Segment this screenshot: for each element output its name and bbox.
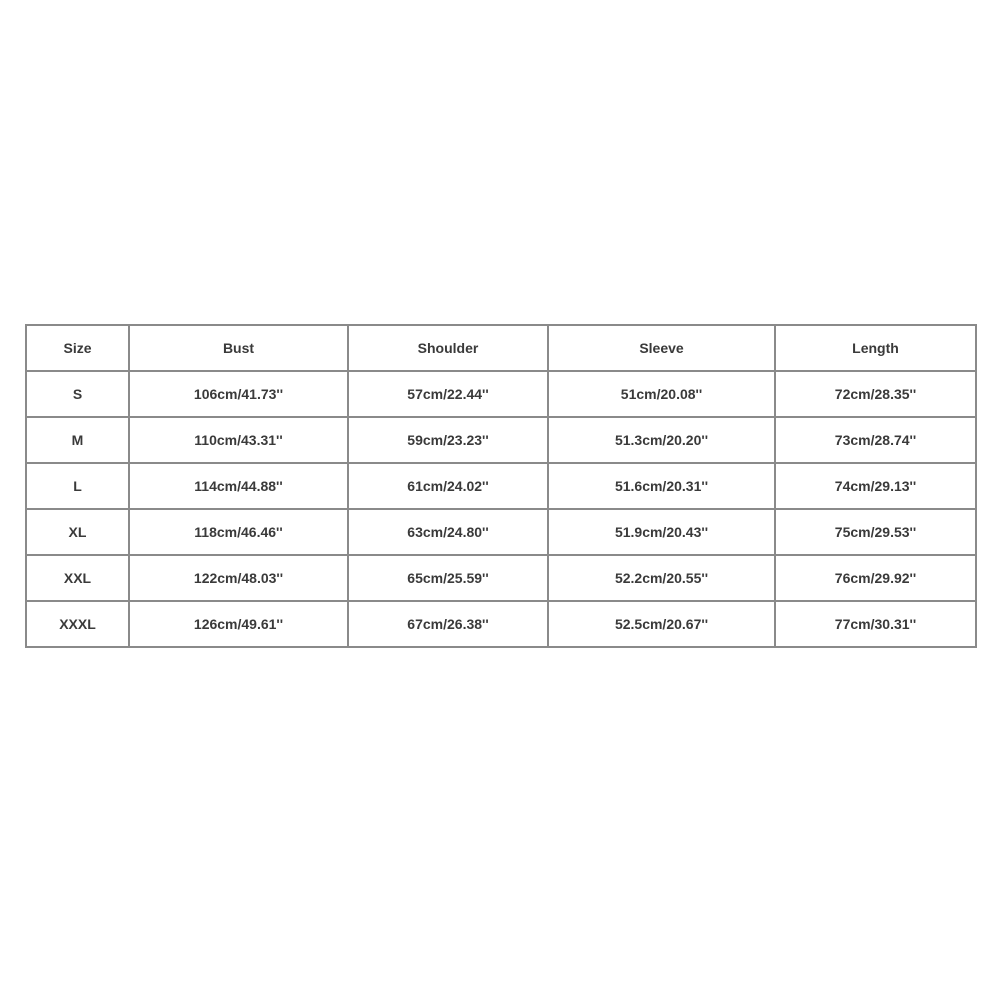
cell-bust: 106cm/41.73'' [129,371,348,417]
table-row [26,555,976,601]
cell-size: XXL [26,555,129,601]
table-row [26,509,976,555]
cell-sleeve: 51cm/20.08'' [548,371,775,417]
table-row [26,601,976,647]
cell-size: M [26,417,129,463]
cell-sleeve: 51.9cm/20.43'' [548,509,775,555]
table-row [26,417,976,463]
cell-bust: 110cm/43.31'' [129,417,348,463]
table-row [26,463,976,509]
cell-shoulder: 65cm/25.59'' [348,555,548,601]
cell-length: 74cm/29.13'' [775,463,976,509]
cell-length: 72cm/28.35'' [775,371,976,417]
cell-bust: 118cm/46.46'' [129,509,348,555]
size-chart-table [25,324,977,648]
cell-length: 73cm/28.74'' [775,417,976,463]
cell-size: XXXL [26,601,129,647]
cell-length: 77cm/30.31'' [775,601,976,647]
header-size: Size [26,325,129,371]
cell-bust: 122cm/48.03'' [129,555,348,601]
cell-shoulder: 59cm/23.23'' [348,417,548,463]
cell-size: L [26,463,129,509]
cell-length: 75cm/29.53'' [775,509,976,555]
cell-sleeve: 51.6cm/20.31'' [548,463,775,509]
cell-bust: 114cm/44.88'' [129,463,348,509]
cell-bust: 126cm/49.61'' [129,601,348,647]
table-row [26,371,976,417]
cell-size: XL [26,509,129,555]
cell-sleeve: 51.3cm/20.20'' [548,417,775,463]
cell-size: S [26,371,129,417]
header-length: Length [775,325,976,371]
cell-shoulder: 61cm/24.02'' [348,463,548,509]
cell-shoulder: 57cm/22.44'' [348,371,548,417]
header-sleeve: Sleeve [548,325,775,371]
cell-sleeve: 52.5cm/20.67'' [548,601,775,647]
header-bust: Bust [129,325,348,371]
cell-shoulder: 67cm/26.38'' [348,601,548,647]
cell-length: 76cm/29.92'' [775,555,976,601]
cell-shoulder: 63cm/24.80'' [348,509,548,555]
cell-sleeve: 52.2cm/20.55'' [548,555,775,601]
table-header-row [26,325,976,371]
header-shoulder: Shoulder [348,325,548,371]
